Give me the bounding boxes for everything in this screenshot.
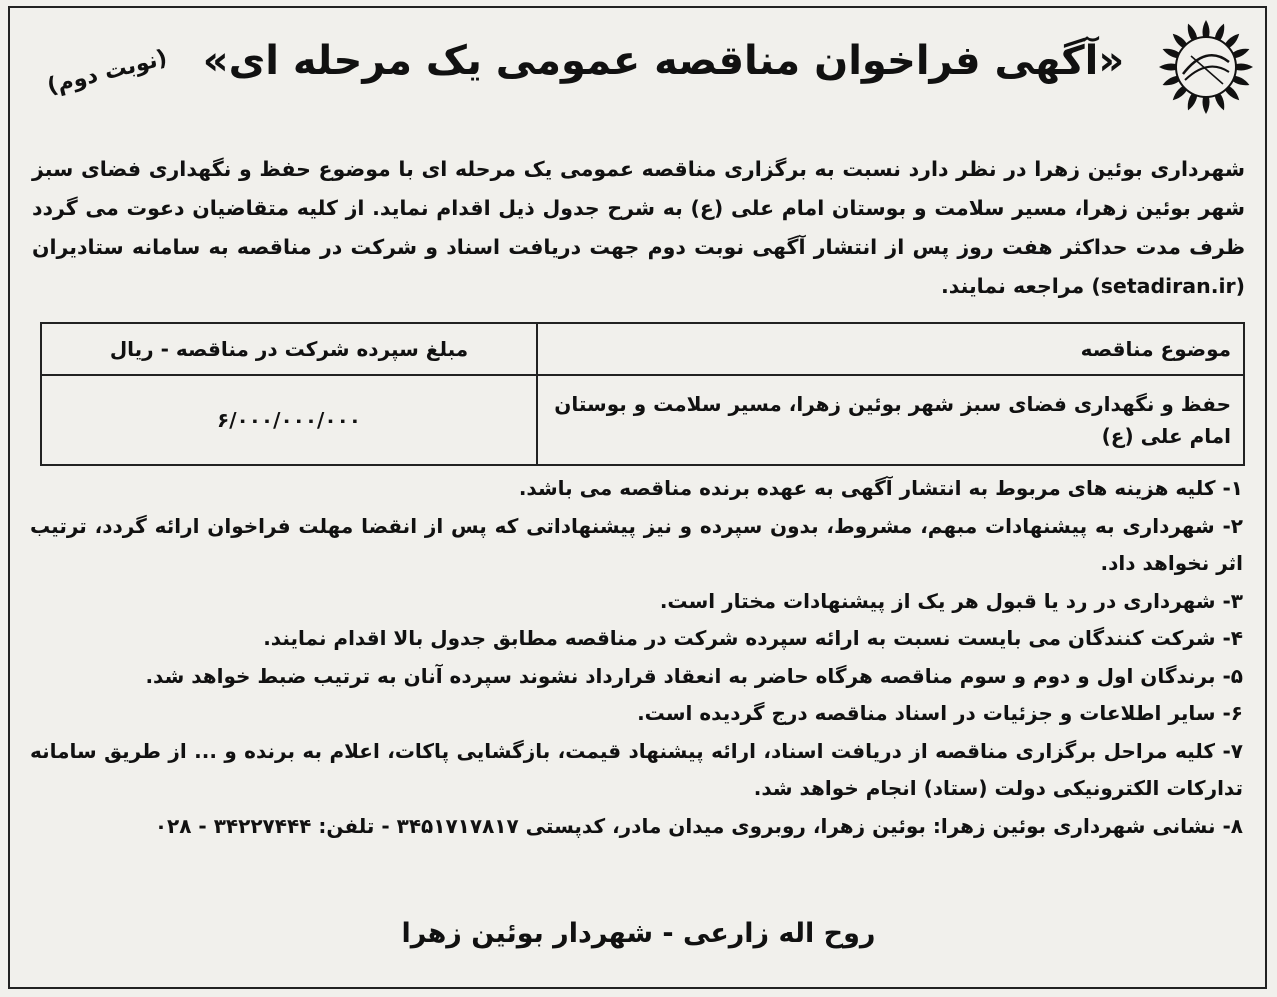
list-item: ۷- کلیه مراحل برگزاری مناقصه از دریافت اسناد، ارائه پیشنهاد قیمت، بازگشایی پاکات، اعلام به برنده و ... از طریق سامانه تدارکات الکترونیکی دولت (ستاد) انجام خواهد شد. [30,738,1243,800]
row-amount: ۶/۰۰۰/۰۰۰/۰۰۰ [41,375,537,465]
intro-text-after: ) مراجعه نمایند. [940,274,1101,298]
list-item: ۵- برندگان اول و دوم و سوم مناقصه هرگاه حاضر به انعقاد قرارداد نشوند سپرده آنان به ترتیب ضبط خواهد شد. [145,663,1243,688]
signature: روح اله زارعی - شهردار بوئین زهرا [401,918,876,949]
list-item: ۲- شهرداری به پیشنهادات مبهم، مشروط، بدون سپرده و نیز پیشنهاداتی که پس از انقضا مهلت فراخوان ارائه گردد، ترتیب اثر نخواهد داد. [30,513,1243,575]
conditions-list [30,470,1243,845]
table-row [41,375,1244,465]
intro-site-link[interactable]: setadiran.ir [1100,274,1236,298]
tender-table [40,322,1245,466]
header-subject: موضوع مناقصه [537,323,1244,375]
row-subject: حفظ و نگهداری فضای سبز شهر بوئین زهرا، مسیر سلامت و بوستان امام علی (ع) [537,375,1244,465]
list-item: ۴- شرکت کنندگان می بایست نسبت به ارائه سپرده شرکت در مناقصه مطابق جدول بالا اقدام نمایند. [263,626,1243,650]
header-amount: مبلغ سپرده شرکت در مناقصه - ریال [41,323,537,375]
table-header-row [41,323,1244,375]
intro-text-before: شهرداری بوئین زهرا در نظر دارد نسبت به برگزاری مناقصه عمومی یک مرحله ای با موضوع حفظ و نگهداری فضای سبز شهر بوئین زهرا، مسیر سلامت و بوستان امام علی (ع) به شرح جدول ذیل اقدام نماید. از کلیه متقاضیان دعوت می گردد ظرف مدت حداکثر هفت روز پس از انتشار آگهی نوبت دوم جهت دریافت اسناد و شرکت در مناقصه به سامانه ستادیران ( [32,157,1245,298]
list-item: ۸- نشانی شهرداری بوئین زهرا: بوئین زهرا، روبروی میدان مادر، کدپستی ۳۴۵۱۷۱۷۸۱۷ - تلفن: ۳۴۲۲۷۴۴۴ - ۰۲۸ [154,813,1243,838]
intro-paragraph [32,150,1245,306]
list-item: ۶- سایر اطلاعات و جزئیات در اسناد مناقصه درج گردیده است. [637,701,1243,725]
list-item: ۳- شهرداری در رد یا قبول هر یک از پیشنهادات مختار است. [659,588,1243,613]
municipality-logo-icon [1153,14,1259,120]
round-label: (نوبت دوم) [44,45,170,100]
list-item: ۱- کلیه هزینه های مربوط به انتشار آگهی به عهده برنده مناقصه می باشد. [518,476,1243,500]
page-title: «آگهی فراخوان مناقصه عمومی یک مرحله ای» [202,38,1125,84]
